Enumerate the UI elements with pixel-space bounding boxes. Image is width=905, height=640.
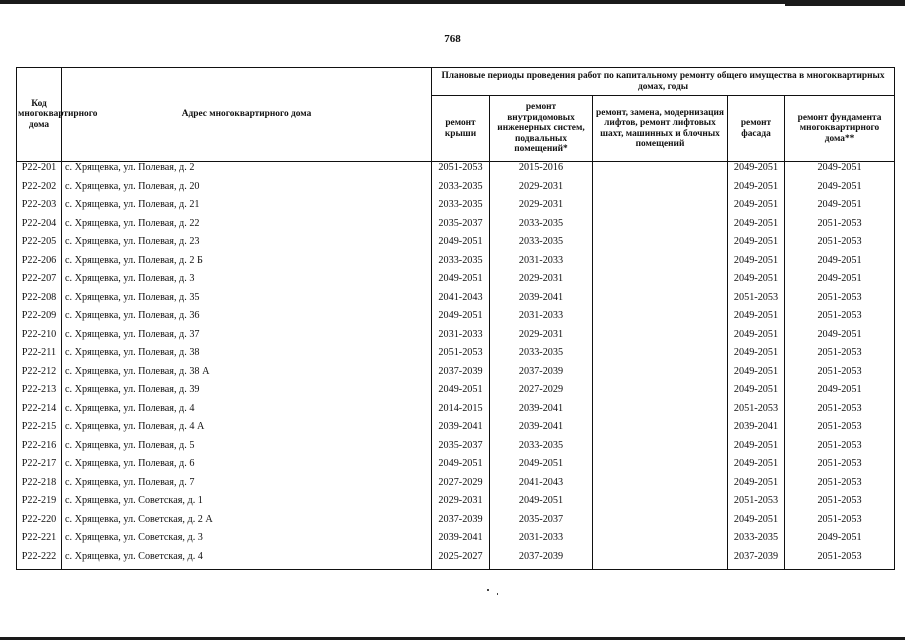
- cell-roof: 2049-2051: [432, 310, 490, 329]
- cell-systems: 2029-2031: [490, 329, 593, 348]
- scan-edge-top: [0, 0, 905, 4]
- repair-schedule-table: [16, 67, 895, 570]
- cell-facade: 2033-2035: [728, 532, 785, 551]
- cell-lifts: [593, 199, 728, 218]
- cell-address: с. Хрящевка, ул. Полевая, д. 36: [62, 310, 432, 329]
- cell-systems: 2039-2041: [490, 403, 593, 422]
- cell-address: с. Хрящевка, ул. Полевая, д. 5: [62, 440, 432, 459]
- cell-roof: 2027-2029: [432, 477, 490, 496]
- cell-address: с. Хрящевка, ул. Полевая, д. 2 Б: [62, 255, 432, 274]
- cell-lifts: [593, 421, 728, 440]
- cell-lifts: [593, 310, 728, 329]
- cell-lifts: [593, 347, 728, 366]
- cell-address: с. Хрящевка, ул. Полевая, д. 38 А: [62, 366, 432, 385]
- table-row: [17, 384, 895, 403]
- cell-address: с. Хрящевка, ул. Полевая, д. 23: [62, 236, 432, 255]
- cell-systems: 2015-2016: [490, 162, 593, 181]
- cell-address: с. Хрящевка, ул. Советская, д. 1: [62, 495, 432, 514]
- table-row: [17, 495, 895, 514]
- cell-address: с. Хрящевка, ул. Полевая, д. 2: [62, 162, 432, 181]
- cell-code: Р22-205: [17, 236, 62, 255]
- cell-lifts: [593, 366, 728, 385]
- cell-roof: 2051-2053: [432, 347, 490, 366]
- table-row: [17, 532, 895, 551]
- cell-lifts: [593, 458, 728, 477]
- table-row: [17, 347, 895, 366]
- cell-lifts: [593, 477, 728, 496]
- cell-foundation: 2049-2051: [785, 384, 895, 403]
- cell-code: Р22-221: [17, 532, 62, 551]
- cell-foundation: 2049-2051: [785, 273, 895, 292]
- cell-lifts: [593, 495, 728, 514]
- cell-code: Р22-203: [17, 199, 62, 218]
- cell-facade: 2051-2053: [728, 403, 785, 422]
- table-row: [17, 421, 895, 440]
- table-row: [17, 514, 895, 533]
- cell-systems: 2029-2031: [490, 199, 593, 218]
- cell-facade: 2051-2053: [728, 495, 785, 514]
- cell-roof: 2033-2035: [432, 255, 490, 274]
- cell-code: Р22-215: [17, 421, 62, 440]
- table-body: [17, 162, 895, 570]
- cell-code: Р22-217: [17, 458, 62, 477]
- table-row: [17, 218, 895, 237]
- cell-systems: 2033-2035: [490, 347, 593, 366]
- cell-address: с. Хрящевка, ул. Полевая, д. 4: [62, 403, 432, 422]
- cell-systems: 2033-2035: [490, 236, 593, 255]
- cell-foundation: 2051-2053: [785, 551, 895, 570]
- cell-roof: 2049-2051: [432, 384, 490, 403]
- cell-systems: 2031-2033: [490, 532, 593, 551]
- cell-roof: 2025-2027: [432, 551, 490, 570]
- cell-foundation: 2049-2051: [785, 162, 895, 181]
- scan-speck: [487, 589, 489, 591]
- cell-foundation: 2051-2053: [785, 403, 895, 422]
- cell-facade: 2049-2051: [728, 273, 785, 292]
- cell-code: Р22-211: [17, 347, 62, 366]
- cell-roof: 2041-2043: [432, 292, 490, 311]
- cell-facade: 2049-2051: [728, 458, 785, 477]
- cell-facade: 2049-2051: [728, 347, 785, 366]
- cell-roof: 2039-2041: [432, 421, 490, 440]
- table-row: [17, 477, 895, 496]
- cell-foundation: 2051-2053: [785, 458, 895, 477]
- cell-lifts: [593, 440, 728, 459]
- cell-code: Р22-207: [17, 273, 62, 292]
- cell-systems: 2039-2041: [490, 421, 593, 440]
- cell-foundation: 2051-2053: [785, 218, 895, 237]
- cell-code: Р22-210: [17, 329, 62, 348]
- cell-systems: 2049-2051: [490, 458, 593, 477]
- cell-lifts: [593, 532, 728, 551]
- cell-roof: 2051-2053: [432, 162, 490, 181]
- cell-foundation: 2049-2051: [785, 329, 895, 348]
- cell-facade: 2049-2051: [728, 255, 785, 274]
- cell-code: Р22-213: [17, 384, 62, 403]
- header-code: Код многоквартирного дома: [17, 68, 62, 162]
- cell-roof: 2037-2039: [432, 514, 490, 533]
- cell-systems: 2033-2035: [490, 218, 593, 237]
- cell-systems: 2035-2037: [490, 514, 593, 533]
- cell-code: Р22-218: [17, 477, 62, 496]
- table-row: [17, 403, 895, 422]
- table-row: [17, 292, 895, 311]
- cell-systems: 2039-2041: [490, 292, 593, 311]
- cell-foundation: 2049-2051: [785, 199, 895, 218]
- table-row: [17, 199, 895, 218]
- cell-code: Р22-202: [17, 181, 62, 200]
- table-row: [17, 551, 895, 570]
- cell-systems: 2033-2035: [490, 440, 593, 459]
- cell-roof: 2035-2037: [432, 440, 490, 459]
- cell-lifts: [593, 384, 728, 403]
- cell-lifts: [593, 181, 728, 200]
- cell-code: Р22-201: [17, 162, 62, 181]
- cell-lifts: [593, 329, 728, 348]
- cell-lifts: [593, 218, 728, 237]
- table-row: [17, 236, 895, 255]
- cell-foundation: 2049-2051: [785, 532, 895, 551]
- cell-facade: 2049-2051: [728, 440, 785, 459]
- cell-lifts: [593, 403, 728, 422]
- cell-roof: 2039-2041: [432, 532, 490, 551]
- cell-roof: 2031-2033: [432, 329, 490, 348]
- scan-edge-top-right: [785, 0, 905, 6]
- cell-code: Р22-212: [17, 366, 62, 385]
- cell-lifts: [593, 162, 728, 181]
- cell-foundation: 2051-2053: [785, 514, 895, 533]
- cell-foundation: 2051-2053: [785, 440, 895, 459]
- cell-lifts: [593, 255, 728, 274]
- page-number: 768: [444, 33, 461, 45]
- cell-systems: 2029-2031: [490, 273, 593, 292]
- cell-foundation: 2051-2053: [785, 292, 895, 311]
- table-row: [17, 458, 895, 477]
- cell-systems: 2041-2043: [490, 477, 593, 496]
- cell-facade: 2049-2051: [728, 477, 785, 496]
- table-row: [17, 273, 895, 292]
- table-row: [17, 255, 895, 274]
- cell-foundation: 2051-2053: [785, 477, 895, 496]
- header-foundation: ремонт фундамента многоквартирного дома**: [785, 96, 895, 162]
- cell-address: с. Хрящевка, ул. Полевая, д. 37: [62, 329, 432, 348]
- header-periods: Плановые периоды проведения работ по капитальному ремонту общего имущества в многоквартирных домах, годы: [432, 68, 895, 96]
- cell-facade: 2049-2051: [728, 199, 785, 218]
- cell-roof: 2033-2035: [432, 199, 490, 218]
- cell-roof: 2049-2051: [432, 236, 490, 255]
- table-row: [17, 310, 895, 329]
- header-roof: ремонт крыши: [432, 96, 490, 162]
- cell-lifts: [593, 551, 728, 570]
- table-row: [17, 440, 895, 459]
- table-row: [17, 181, 895, 200]
- cell-systems: 2029-2031: [490, 181, 593, 200]
- header-address: Адрес многоквартирного дома: [62, 68, 432, 162]
- cell-address: с. Хрящевка, ул. Полевая, д. 38: [62, 347, 432, 366]
- cell-foundation: 2051-2053: [785, 236, 895, 255]
- cell-systems: 2037-2039: [490, 551, 593, 570]
- cell-address: с. Хрящевка, ул. Полевая, д. 20: [62, 181, 432, 200]
- cell-roof: 2014-2015: [432, 403, 490, 422]
- cell-address: с. Хрящевка, ул. Полевая, д. 6: [62, 458, 432, 477]
- cell-facade: 2051-2053: [728, 292, 785, 311]
- cell-address: с. Хрящевка, ул. Полевая, д. 3: [62, 273, 432, 292]
- cell-facade: 2049-2051: [728, 514, 785, 533]
- cell-code: Р22-209: [17, 310, 62, 329]
- cell-lifts: [593, 236, 728, 255]
- cell-facade: 2049-2051: [728, 329, 785, 348]
- cell-foundation: 2051-2053: [785, 347, 895, 366]
- cell-address: с. Хрящевка, ул. Полевая, д. 7: [62, 477, 432, 496]
- cell-systems: 2027-2029: [490, 384, 593, 403]
- cell-facade: 2049-2051: [728, 181, 785, 200]
- cell-systems: 2031-2033: [490, 255, 593, 274]
- cell-address: с. Хрящевка, ул. Полевая, д. 22: [62, 218, 432, 237]
- cell-address: с. Хрящевка, ул. Советская, д. 3: [62, 532, 432, 551]
- cell-facade: 2037-2039: [728, 551, 785, 570]
- header-systems: ремонт внутридомовых инженерных систем, подвальных помещений*: [490, 96, 593, 162]
- cell-facade: 2049-2051: [728, 366, 785, 385]
- cell-facade: 2049-2051: [728, 218, 785, 237]
- cell-lifts: [593, 514, 728, 533]
- cell-roof: 2029-2031: [432, 495, 490, 514]
- table-row: [17, 366, 895, 385]
- cell-code: Р22-222: [17, 551, 62, 570]
- cell-facade: 2049-2051: [728, 310, 785, 329]
- cell-code: Р22-204: [17, 218, 62, 237]
- cell-code: Р22-208: [17, 292, 62, 311]
- cell-address: с. Хрящевка, ул. Полевая, д. 35: [62, 292, 432, 311]
- cell-code: Р22-214: [17, 403, 62, 422]
- cell-address: с. Хрящевка, ул. Советская, д. 2 А: [62, 514, 432, 533]
- cell-systems: 2037-2039: [490, 366, 593, 385]
- cell-foundation: 2049-2051: [785, 181, 895, 200]
- cell-code: Р22-219: [17, 495, 62, 514]
- table-row: [17, 329, 895, 348]
- cell-address: с. Хрящевка, ул. Полевая, д. 4 А: [62, 421, 432, 440]
- cell-code: Р22-206: [17, 255, 62, 274]
- cell-roof: 2035-2037: [432, 218, 490, 237]
- cell-code: Р22-216: [17, 440, 62, 459]
- table-row: [17, 162, 895, 181]
- cell-facade: 2049-2051: [728, 236, 785, 255]
- cell-lifts: [593, 273, 728, 292]
- cell-systems: 2031-2033: [490, 310, 593, 329]
- cell-roof: 2033-2035: [432, 181, 490, 200]
- header-lifts: ремонт, замена, модернизация лифтов, ремонт лифтовых шахт, машинных и блочных помещений: [593, 96, 728, 162]
- cell-address: с. Хрящевка, ул. Полевая, д. 21: [62, 199, 432, 218]
- cell-lifts: [593, 292, 728, 311]
- cell-code: Р22-220: [17, 514, 62, 533]
- cell-facade: 2049-2051: [728, 384, 785, 403]
- cell-roof: 2037-2039: [432, 366, 490, 385]
- cell-address: с. Хрящевка, ул. Советская, д. 4: [62, 551, 432, 570]
- scan-speck: [497, 593, 498, 595]
- cell-foundation: 2051-2053: [785, 421, 895, 440]
- cell-foundation: 2051-2053: [785, 310, 895, 329]
- cell-roof: 2049-2051: [432, 458, 490, 477]
- cell-foundation: 2051-2053: [785, 366, 895, 385]
- cell-foundation: 2051-2053: [785, 495, 895, 514]
- cell-systems: 2049-2051: [490, 495, 593, 514]
- cell-facade: 2039-2041: [728, 421, 785, 440]
- cell-address: с. Хрящевка, ул. Полевая, д. 39: [62, 384, 432, 403]
- cell-facade: 2049-2051: [728, 162, 785, 181]
- cell-foundation: 2049-2051: [785, 255, 895, 274]
- cell-roof: 2049-2051: [432, 273, 490, 292]
- header-facade: ремонт фасада: [728, 96, 785, 162]
